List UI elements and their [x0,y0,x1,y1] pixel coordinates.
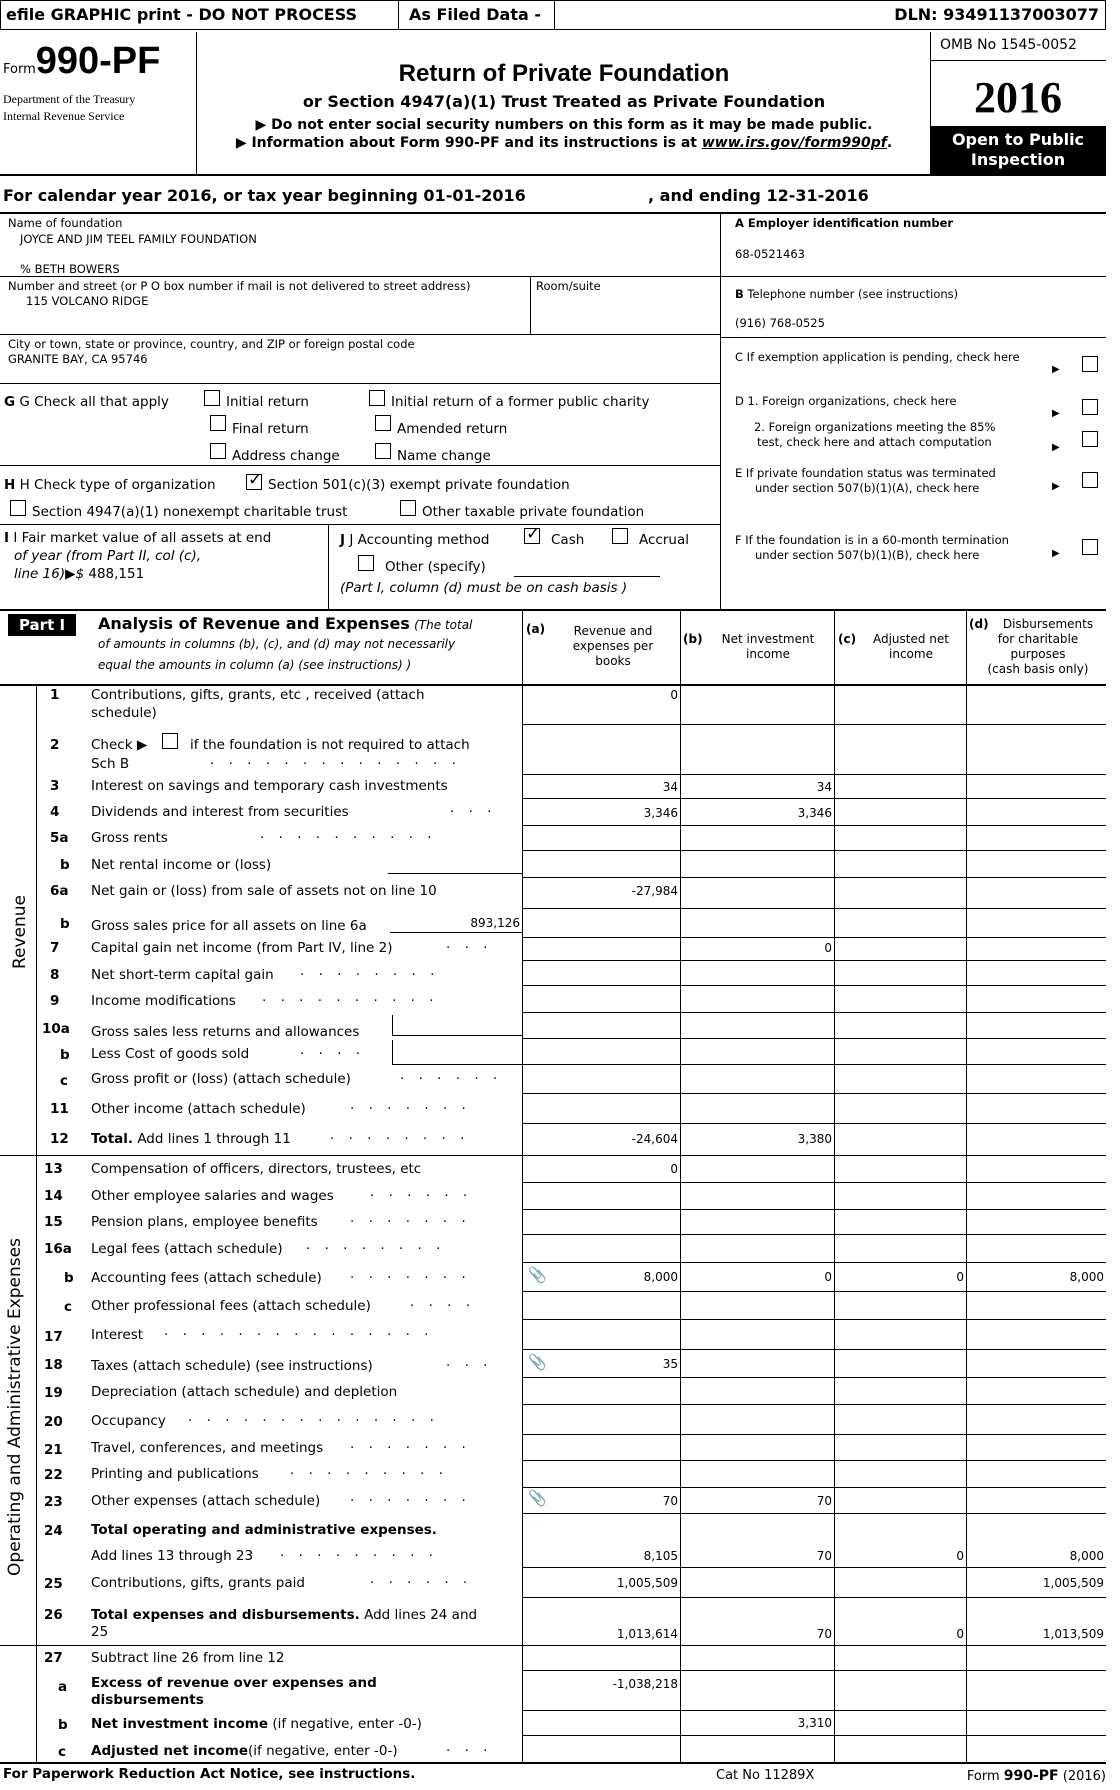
line-20-label: Occupancy [91,1413,166,1429]
line-4-num: 4 [50,804,60,820]
dot-leader: . . . . . . . . . . . . . . . [164,1323,434,1339]
cash-basis-note: (Part I, column (d) must be on cash basis ) [340,580,628,596]
dot-leader: . . . . [410,1294,476,1310]
line-15-label: Pension plans, employee benefits [91,1214,318,1230]
dot-leader: . . . [446,1354,493,1370]
phone-value: (916) 768-0525 [735,316,825,330]
line-4-col-b: 3,346 [797,806,832,820]
line-6a-col-a: -27,984 [631,884,678,898]
d2-label-1: 2. Foreign organizations meeting the 85% [754,420,996,434]
initial-return-label: Initial return [226,394,309,410]
line-10b-label: Less Cost of goods sold [91,1046,250,1062]
line-10b-num: b [60,1047,70,1063]
amended-return-label: Amended return [397,421,508,437]
line-11-num: 11 [50,1101,69,1117]
line-15-num: 15 [44,1214,63,1230]
banner-left: efile GRAPHIC print - DO NOT PROCESS [6,5,358,24]
dot-leader: . . . . [300,1042,366,1058]
i-label-1: I I Fair market value of all assets at end [4,530,272,546]
dot-leader: . . . [450,800,497,816]
other-method-checkbox[interactable] [358,555,374,571]
revenue-section-label: Revenue [10,894,30,970]
line-3-num: 3 [50,778,60,794]
line-16a-num: 16a [44,1241,72,1257]
col-c-tag: (c) [838,632,857,646]
city-value: GRANITE BAY, CA 95746 [8,352,148,366]
footer-notice: For Paperwork Reduction Act Notice, see instructions. [3,1766,416,1782]
f-label-2: under section 507(b)(1)(B), check here [755,548,980,562]
initial-former-label: Initial return of a former public charity [391,394,650,410]
dot-leader: . . . . . . . . [300,963,440,979]
line-14-label: Other employee salaries and wages [91,1188,334,1204]
dot-leader: . . . . . . . . [306,1237,446,1253]
dot-leader: . . . . . . . [350,1489,471,1505]
line-25-label: Contributions, gifts, grants paid [91,1575,305,1591]
name-change-checkbox[interactable] [375,443,391,459]
foreign-85-checkbox[interactable] [1082,431,1098,447]
arrow-icon: ▶ [1052,481,1060,492]
line-27-label: Subtract line 26 from line 12 [91,1650,285,1666]
i-label-2: of year (from Part II, col (c), [14,548,202,564]
line-13-label: Compensation of officers, directors, trustees, etc [91,1161,422,1177]
irs-link[interactable]: www.irs.gov/form990pf [701,135,887,151]
street-label: Number and street (or P O box number if mail is not delivered to street address) [8,279,471,293]
line-24-col-a: 8,105 [643,1549,678,1563]
line-16b-col-d: 8,000 [1069,1270,1104,1284]
line-2-label-2: Sch B [91,756,130,772]
line-27c-label: Adjusted net income(if negative, enter -0-) [91,1743,398,1759]
dot-leader: . . . . . . . [350,1436,471,1452]
attachment-icon[interactable]: 📎 [528,1266,547,1284]
line-26-col-a: 1,013,614 [616,1627,678,1641]
line-23-col-b: 70 [816,1494,832,1508]
info-note: ▶ Information about Form 990-PF and its instructions is at www.irs.gov/form990pf. [235,135,893,151]
e-label-1: E If private foundation status was terminated [735,466,996,480]
dln: DLN: 93491137003077 [894,5,1099,24]
4947-label: Section 4947(a)(1) nonexempt charitable trust [32,504,348,520]
line-26-col-c: 0 [956,1627,964,1641]
line-26-label-2: 25 [91,1624,109,1640]
line-5b-num: b [60,857,70,873]
sch-b-checkbox[interactable] [162,733,178,749]
footer-cat: Cat No 11289X [716,1768,815,1783]
city-label: City or town, state or province, country, and ZIP or foreign postal code [8,337,415,351]
exemption-pending-label: C If exemption application is pending, check here [735,350,1020,364]
line-1-label-2: schedule) [91,705,157,721]
line-8-num: 8 [50,967,60,983]
line-24-label: Total operating and administrative expenses. [91,1522,437,1538]
line-13-num: 13 [44,1161,63,1177]
col-d-tag: (d) [969,617,989,631]
line-26-col-b: 70 [816,1627,832,1641]
ein-label: A Employer identification number [735,216,954,230]
foundation-name: JOYCE AND JIM TEEL FAMILY FOUNDATION [20,232,257,246]
line-12-label: Total. Add lines 1 through 11 [91,1131,291,1147]
line-21-label: Travel, conferences, and meetings [91,1440,324,1456]
line-7-num: 7 [50,940,60,956]
form-title: Return of Private Foundation [398,60,730,87]
dept-line1: Department of the Treasury [3,92,136,106]
dot-leader: . . . . . . . [350,1097,471,1113]
h-label: H H Check type of organization [4,477,216,493]
part1-desc-2: equal the amounts in column (a) (see instructions) ) [98,658,412,672]
line-25-col-d: 1,005,509 [1042,1576,1104,1590]
line-26-col-d: 1,013,509 [1042,1627,1104,1641]
dot-leader: . . . . . . . . . [280,1544,438,1560]
line-26-label: Total expenses and disbursements. Add lines 24 and [91,1607,478,1623]
col-b-header: Net investment income [721,632,815,661]
tax-year: 2016 [974,73,1062,122]
line-27b-num: b [58,1717,68,1733]
line-7-label: Capital gain net income (from Part IV, line 2) [91,940,393,956]
dot-leader: . . . . . . . . . . . . . . [188,1409,439,1425]
g-label: G G Check all that apply [4,394,169,410]
4947-checkbox[interactable] [10,500,26,516]
dot-leader: . . . . . . [400,1067,503,1083]
line-18-num: 18 [44,1357,63,1373]
line-12-num: 12 [50,1131,69,1147]
line-6a-label: Net gain or (loss) from sale of assets not on line 10 [91,883,437,899]
line-3-col-b: 34 [816,780,832,794]
line-2-label: Check ▶ [91,737,148,753]
form-id: Form990-PF [3,40,161,82]
line-4-label: Dividends and interest from securities [91,804,349,820]
dot-leader: . . . . . . . . [330,1127,470,1143]
top-banner [0,0,1106,30]
501c3-label: Section 501(c)(3) exempt private foundation [268,477,570,493]
col-c-header: Adjusted net income [872,632,950,661]
line-17-num: 17 [44,1329,63,1345]
line-1-col-a: 0 [670,688,678,702]
part1-title: Analysis of Revenue and Expenses (The total [98,614,473,633]
line-8-label: Net short-term capital gain [91,967,274,983]
cash-checkbox[interactable] [524,528,540,544]
calendar-ending: , and ending 12-31-2016 [648,186,869,205]
line-10c-label: Gross profit or (loss) (attach schedule) [91,1071,351,1087]
cash-label: Cash [551,532,585,548]
line-12-col-b: 3,380 [797,1132,832,1146]
line-24-num: 24 [44,1523,63,1539]
60-month-checkbox[interactable] [1082,539,1098,555]
arrow-icon: ▶ [1052,442,1060,453]
part1-desc-1: of amounts in columns (b), (c), and (d) may not necessarily [98,637,456,651]
dot-leader: . . . . . . . [350,1266,471,1282]
name-label: Name of foundation [8,216,123,230]
line-18-col-a: 35 [662,1357,678,1371]
expenses-section-label: Operating and Administrative Expenses [5,1238,25,1576]
dot-leader: . . . . . . . . . . [262,989,439,1005]
col-b-tag: (b) [683,632,703,646]
line-6b-value: 893,126 [470,916,520,930]
final-return-checkbox[interactable] [210,415,226,431]
line-27b-label: Net investment income (if negative, enter -0-) [91,1716,422,1732]
line-27-num: 27 [44,1650,63,1666]
dot-leader: . . . . . . . . . . [260,826,437,842]
foreign-org-checkbox[interactable] [1082,399,1098,415]
line-4-col-a: 3,346 [643,806,678,820]
accrual-label: Accrual [639,532,689,548]
line-12-col-a: -24,604 [631,1132,678,1146]
line-7-col-b: 0 [824,941,832,955]
dept-line2: Internal Revenue Service [3,109,125,123]
line-6b-label: Gross sales price for all assets on line 6a [91,918,367,934]
footer-form: Form 990-PF (2016) [966,1768,1106,1784]
line-16c-label: Other professional fees (attach schedule) [91,1298,371,1314]
arrow-icon: ▶ [1052,364,1060,375]
line-3-col-a: 34 [662,780,678,794]
j-label: J J Accounting method [340,532,490,548]
line-27b-col-b: 3,310 [797,1716,832,1730]
line-16b-col-b: 0 [824,1270,832,1284]
501c3-checkbox[interactable] [246,474,262,490]
line-19-num: 19 [44,1385,63,1401]
dot-leader: . . . . . . . . . [290,1462,448,1478]
line-16a-label: Legal fees (attach schedule) [91,1241,283,1257]
line-14-num: 14 [44,1188,63,1204]
line-27a-label: Excess of revenue over expenses and [91,1675,377,1691]
line-13-col-a: 0 [670,1162,678,1176]
line-23-col-a: 70 [662,1494,678,1508]
line-2-label-b: if the foundation is not required to attach [190,737,470,753]
d1-label: D 1. Foreign organizations, check here [735,394,957,408]
line-17-label: Interest [91,1327,144,1343]
other-method-field[interactable] [514,576,660,577]
attachment-icon[interactable]: 📎 [528,1489,547,1507]
dot-leader: . . . . . . . . . . . . . . [210,752,461,768]
line-16b-col-c: 0 [956,1270,964,1284]
line-24-label-2: Add lines 13 through 23 [91,1548,254,1564]
line-22-label: Printing and publications [91,1466,259,1482]
line-5a-num: 5a [50,830,69,846]
other-method-label: Other (specify) [385,559,486,575]
exemption-pending-checkbox[interactable] [1082,356,1098,372]
line-25-col-a: 1,005,509 [616,1576,678,1590]
status-terminated-checkbox[interactable] [1082,472,1098,488]
initial-former-checkbox[interactable] [369,390,385,406]
amended-return-checkbox[interactable] [375,415,391,431]
col-a-tag: (a) [526,622,546,636]
line-25-num: 25 [44,1576,63,1592]
line-5a-label: Gross rents [91,830,168,846]
line-23-num: 23 [44,1494,63,1510]
care-of: % BETH BOWERS [20,262,120,276]
phone-label: B Telephone number (see instructions) [735,287,959,301]
line-24-col-d: 8,000 [1069,1549,1104,1563]
i-label-3: line 16)▶$ 488,151 [14,566,145,582]
line-1-label: Contributions, gifts, grants, etc , received (attach [91,687,425,703]
omb-number: OMB No 1545-0052 [940,37,1077,53]
fmv-value: 488,151 [88,566,145,582]
line-26-num: 26 [44,1607,63,1623]
line-16c-num: c [64,1299,73,1315]
line-3-label: Interest on savings and temporary cash investments [91,778,448,794]
line-20-num: 20 [44,1414,63,1430]
ssn-note: ▶ Do not enter social security numbers on this form as it may be made public. [255,117,873,133]
d2-label-2: test, check here and attach computation [757,435,992,449]
col-a-header: Revenue and expenses per books [572,624,654,668]
line-9-num: 9 [50,993,60,1009]
other-taxable-checkbox[interactable] [400,500,416,516]
line-27a-col-a: -1,038,218 [612,1677,678,1691]
line-27c-num: c [58,1744,67,1760]
line-22-num: 22 [44,1467,63,1483]
line-10a-num: 10a [42,1021,70,1037]
ein-value: 68-0521463 [735,247,805,261]
f-label-1: F If the foundation is in a 60-month termination [735,533,1009,547]
line-21-num: 21 [44,1442,63,1458]
address-change-checkbox[interactable] [210,443,226,459]
street-value: 115 VOLCANO RIDGE [26,294,149,308]
line-18-label: Taxes (attach schedule) (see instructions) [91,1358,373,1374]
line-27a-label-2: disbursements [91,1692,204,1708]
room-label: Room/suite [536,279,601,293]
line-11-label: Other income (attach schedule) [91,1101,306,1117]
line-27a-num: a [58,1679,68,1695]
open-to-public: Open to Public Inspection [930,126,1106,174]
col-d-header: Disbursements for charitable purposes (cash basis only) [987,617,1094,676]
line-24-col-b: 70 [816,1549,832,1563]
e-label-2: under section 507(b)(1)(A), check here [755,481,980,495]
arrow-icon: ▶ [1052,548,1060,559]
accrual-checkbox[interactable] [612,528,628,544]
line-16b-label: Accounting fees (attach schedule) [91,1270,322,1286]
form-number: 990-PF [35,40,161,82]
line-10c-num: c [60,1073,69,1089]
line-1-num: 1 [50,687,60,703]
initial-return-checkbox[interactable] [204,390,220,406]
line-10a-label: Gross sales less returns and allowances [91,1024,360,1040]
arrow-icon: ▶ [1052,408,1060,419]
line-2-num: 2 [50,737,60,753]
final-return-label: Final return [232,421,309,437]
form-header [0,30,1106,174]
other-taxable-label: Other taxable private foundation [422,504,645,520]
attachment-icon[interactable]: 📎 [528,1353,547,1371]
banner-mid: As Filed Data - [409,5,541,24]
part1-tag: Part I [8,614,76,636]
line-6b-num: b [60,916,70,932]
line-16b-num: b [64,1270,74,1286]
line-16b-col-a: 8,000 [643,1270,678,1284]
calendar-year: For calendar year 2016, or tax year beginning 01-01-2016 [3,186,526,205]
line-9-label: Income modifications [91,993,236,1009]
dot-leader: . . . . . . [370,1571,473,1587]
dot-leader: . . . [446,1739,493,1755]
form-subtitle: or Section 4947(a)(1) Trust Treated as Private Foundation [302,92,826,111]
dot-leader: . . . . . . . [350,1210,471,1226]
line-19-label: Depreciation (attach schedule) and depletion [91,1384,398,1400]
line-24-col-c: 0 [956,1549,964,1563]
line-23-label: Other expenses (attach schedule) [91,1493,321,1509]
dot-leader: . . . [446,936,493,952]
line-5b-label: Net rental income or (loss) [91,857,272,873]
name-change-label: Name change [397,448,491,464]
address-change-label: Address change [232,448,340,464]
line-6a-num: 6a [50,883,69,899]
dot-leader: . . . . . . [370,1184,473,1200]
